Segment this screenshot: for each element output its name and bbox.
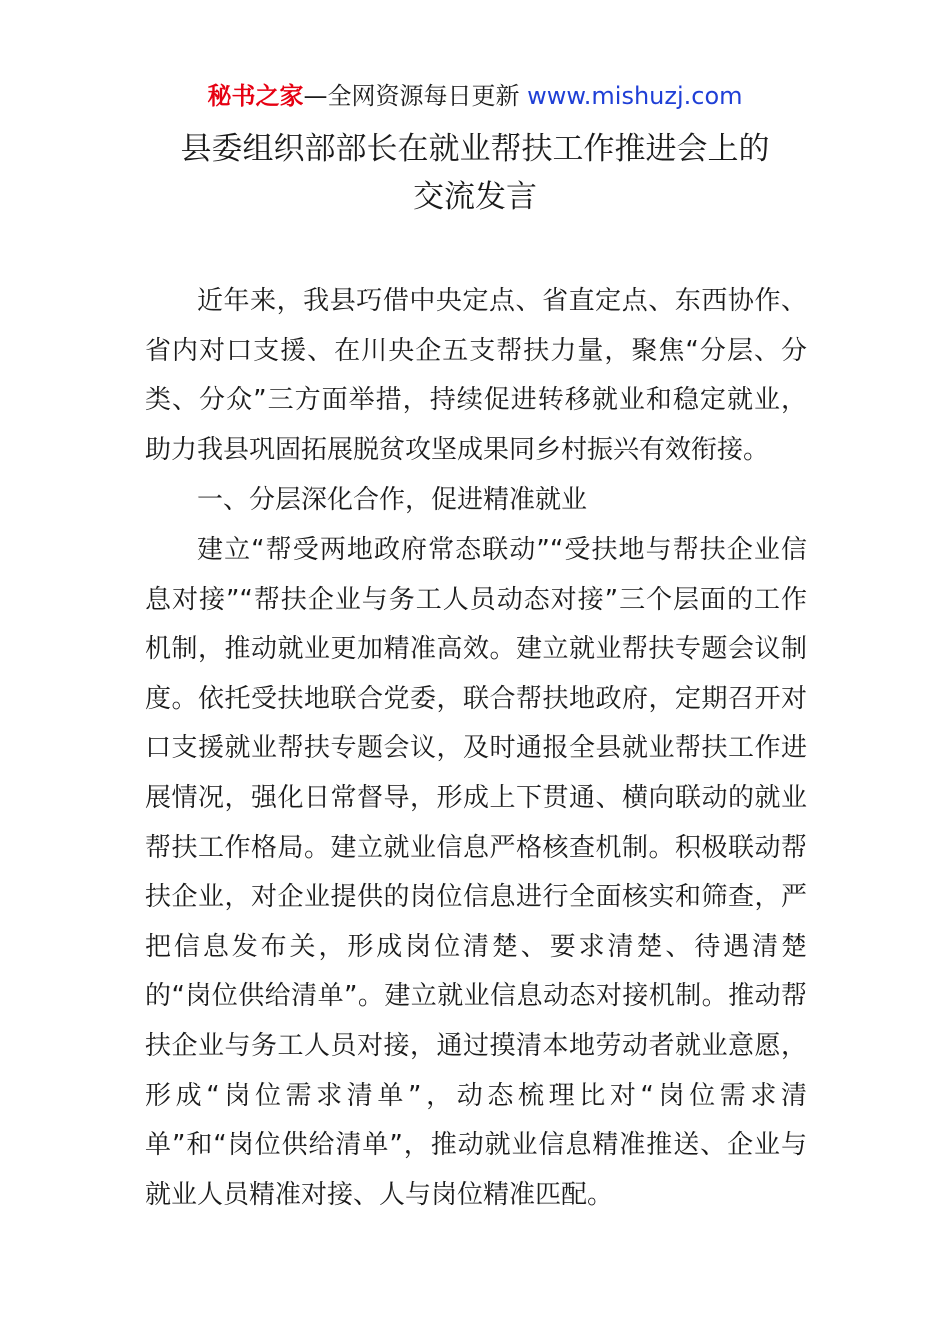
site-url-link[interactable]: www.mishuzj.com — [527, 82, 743, 110]
section-1-heading: 一、分层深化合作，促进精准就业 — [197, 485, 588, 516]
document-body — [145, 277, 807, 1220]
site-banner — [0, 80, 950, 112]
title-line-1: 县委组织部部长在就业帮扶工作推进会上的 — [180, 131, 770, 167]
title-line-2: 交流发言 — [413, 179, 537, 215]
intro-paragraph: 近年来，我县巧借中央定点、省直定点、东西协作、省内对口支援、在川央企五支帮扶力量，聚焦“分层、分类、分众”三方面举措，持续促进转移就业和稳定就业，助力我县巩固拓展脱贫攻坚成果同乡村振兴有效衔接。 — [145, 286, 807, 465]
section-1-paragraph: 建立“帮受两地政府常态联动”“受扶地与帮扶企业信息对接”“帮扶企业与务工人员动态对接”三个层面的工作机制，推动就业更加精准高效。建立就业帮扶专题会议制度。依托受扶地联合党委，联合帮扶地政府，定期召开对口支援就业帮扶专题会议，及时通报全县就业帮扶工作进展情况，强化日常督导，形成上下贯通、横向联动的就业帮扶工作格局。建立就业信息严格核查机制。积极联动帮扶企业，对企业提供的岗位信息进行全面核实和筛查，严把信息发布关，形成岗位清楚、要求清楚、待遇清楚的“岗位供给清单”。建立就业信息动态对接机制。推动帮扶企业与务工人员对接，通过摸清本地劳动者就业意愿，形成“岗位需求清单”，动态梳理比对“岗位需求清单”和“岗位供给清单”，推动就业信息精准推送、企业与就业人员精准对接、人与岗位精准匹配。 — [145, 534, 807, 1210]
document-title — [0, 125, 950, 221]
brand-name: 秘书之家 — [207, 82, 304, 110]
banner-tagline: —全网资源每日更新 — [303, 82, 528, 110]
